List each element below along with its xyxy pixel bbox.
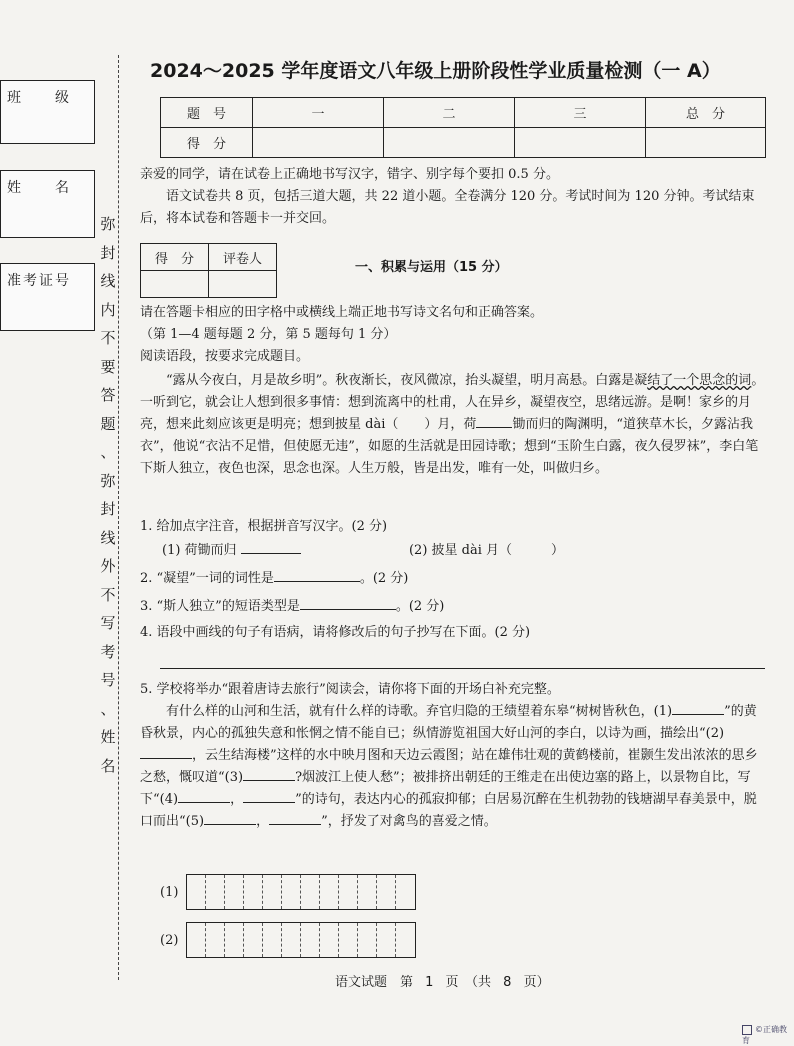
grader-table xyxy=(140,243,277,298)
q5-comma-2: ， xyxy=(256,814,270,829)
class-label: 班 级 xyxy=(7,90,71,106)
q5-blank-4b[interactable] xyxy=(243,789,295,803)
q5-blank-5a[interactable] xyxy=(204,811,256,825)
seal-char: 封 xyxy=(100,243,116,262)
page-title: 2024～2025 学年度语文八年级上册阶段性学业质量检测（一 A） xyxy=(150,60,721,82)
q2-text: 2. “凝望”一词的词性是 xyxy=(140,571,274,586)
q3-answer-blank[interactable] xyxy=(300,596,396,610)
q5-text-c: ，云生结海楼”这样的水中映月图和天边云霞图；站在雄伟壮观的黄鹤楼前，崔颢生发出浓浓的思乡之愁，慨叹道“(3) xyxy=(140,748,758,785)
q5-text-b: ”的黄昏秋景，内心的孤独失意和怅惘之情不能自已；纵情游览祖国大好山河的李白，以诗为画，描绘出“(2) xyxy=(140,704,757,741)
instruction-1: 请在答题卡相应的田字格中或横线上端正地书写诗文名句和正确答案。 xyxy=(140,305,544,320)
seal-char: 线 xyxy=(100,528,116,547)
watermark-text: ©正确教育 xyxy=(742,1025,787,1045)
seal-char: 、 xyxy=(100,699,116,718)
seal-char: 线 xyxy=(100,272,116,290)
name-label: 姓 名 xyxy=(7,180,71,196)
score-header-2: 二 xyxy=(384,98,515,128)
score-row-label: 得 分 xyxy=(161,128,253,158)
q3-points: 。(2 分) xyxy=(395,599,445,614)
instruction-2: （第 1—4 题每题 2 分，第 5 题每句 1 分） xyxy=(140,327,397,342)
score-cell-total[interactable] xyxy=(646,128,766,158)
passage-text-a: “露从今夜白，月是故乡明”。秋夜渐长，夜风微凉，抬头凝望，明月高悬。白露是凝 xyxy=(166,373,648,388)
q4-answer-line[interactable] xyxy=(160,668,765,669)
intro-greeting: 亲爱的同学，请在试卷上正确地书写汉字，错字、别字每个要扣 0.5 分。 xyxy=(140,167,559,182)
seal-char: 封 xyxy=(100,500,116,518)
q5-text-d: ?烟波江上使人愁”；被排挤出朝廷的王维走在出使边塞的路上，以景物自比，写下“(4) xyxy=(140,770,751,807)
score-header-total: 总 分 xyxy=(646,98,766,128)
seal-char: 姓 xyxy=(100,728,116,746)
grid-label-2: (2) xyxy=(160,932,179,948)
score-cell-1[interactable] xyxy=(253,128,384,158)
question-1: 1. 给加点字注音，根据拼音写汉字。(2 分) xyxy=(140,519,388,534)
score-cell-2[interactable] xyxy=(384,128,515,158)
reading-passage xyxy=(140,370,765,480)
seal-char: 外 xyxy=(100,557,116,575)
seal-char: 内 xyxy=(100,300,116,319)
seal-notice xyxy=(98,210,118,780)
writing-grid-1[interactable] xyxy=(186,874,416,910)
intro-rules: 语文试卷共 8 页，包括三道大题，共 22 道小题。全卷满分 120 分。考试时间为 120 分钟。考试结束后，将本试卷和答题卡一并交回。 xyxy=(140,189,755,226)
exam-number-field[interactable] xyxy=(0,263,95,331)
q5-comma-1: ， xyxy=(230,792,244,807)
question-5: 5. 学校将举办“跟着唐诗去旅行”阅读会，请你将下面的开场白补充完整。 xyxy=(140,682,560,697)
seal-char: 、 xyxy=(100,443,116,461)
section-1-heading: 一、积累与运用（15 分） xyxy=(355,260,508,275)
grid-label-1: (1) xyxy=(160,884,179,900)
seal-char: 要 xyxy=(100,357,116,376)
seal-char: 弥 xyxy=(100,471,116,490)
question-5-passage xyxy=(140,701,765,833)
score-table xyxy=(160,97,766,158)
writing-grid-row-1 xyxy=(160,874,416,910)
score-header-1: 一 xyxy=(253,98,384,128)
seal-char: 不 xyxy=(100,585,116,604)
q5-blank-3[interactable] xyxy=(243,767,295,781)
score-header-label: 题 号 xyxy=(161,98,253,128)
seal-char: 写 xyxy=(100,614,116,632)
score-header-3: 三 xyxy=(515,98,646,128)
seal-char: 不 xyxy=(100,329,116,347)
instruction-3: 阅读语段，按要求完成题目。 xyxy=(140,349,310,364)
writing-grid-row-2 xyxy=(160,922,416,958)
question-3 xyxy=(140,596,765,618)
name-field[interactable] xyxy=(0,170,95,238)
q5-text-h: ”，抒发了对禽鸟的喜爱之情。 xyxy=(321,814,497,829)
q2-points: 。(2 分) xyxy=(359,571,409,586)
question-4: 4. 语段中画线的句子有语病，请将修改后的句子抄写在下面。(2 分) xyxy=(140,625,531,640)
q5-text-a: 有什么样的山河和生活，就有什么样的诗歌。弃官归隐的王绩望着东皋“树树皆秋色，(1) xyxy=(166,704,673,719)
passage-blank xyxy=(476,414,512,428)
seal-char: 号 xyxy=(100,671,116,689)
seal-char: 弥 xyxy=(100,215,116,233)
exam-number-label: 准考证号 xyxy=(7,273,71,289)
passage-text-b: 。一听到它，就会让人想到很多事情：想到流离中的杜甫，人在异乡，凝望夜空，思绪远游。是啊！家乡的月亮，想来此刻应该更是明亮；想到披星 dài（ ）月，荷 xyxy=(140,373,765,432)
grader-score-cell[interactable] xyxy=(141,271,209,298)
q5-blank-4a[interactable] xyxy=(178,789,230,803)
q5-blank-1[interactable] xyxy=(672,701,724,715)
question-1-parts xyxy=(162,540,762,562)
wavy-underlined-sentence: 结了一个思念的词 xyxy=(647,373,752,388)
q1-part-b: (2) 披星 dài 月（ ） xyxy=(408,543,565,558)
q5-blank-5b[interactable] xyxy=(269,811,321,825)
grader-score-label: 得 分 xyxy=(141,244,209,271)
seal-line xyxy=(118,55,119,980)
seal-char: 答 xyxy=(100,386,116,404)
seal-char: 题 xyxy=(100,414,116,433)
score-cell-3[interactable] xyxy=(515,128,646,158)
watermark xyxy=(742,1024,794,1046)
page-footer: 语文试题 第 1 页 （共 8 页） xyxy=(335,975,550,990)
q5-text-f: ”的诗句，表达内心的孤寂抑郁；白居易沉醉在生机勃勃的钱塘湖早春美景中，脱口而出“(5) xyxy=(140,792,757,829)
q1-part-a: (1) 荷锄而归 xyxy=(162,543,237,558)
q3-text: 3. “斯人独立”的短语类型是 xyxy=(140,599,300,614)
seal-char: 名 xyxy=(100,756,116,775)
q2-answer-blank[interactable] xyxy=(274,568,360,582)
grader-name-label: 评卷人 xyxy=(209,244,277,271)
q5-blank-2[interactable] xyxy=(140,745,192,759)
question-2 xyxy=(140,568,765,590)
qr-icon xyxy=(742,1025,752,1035)
seal-char: 考 xyxy=(100,642,116,661)
grader-name-cell[interactable] xyxy=(209,271,277,298)
q1a-answer-blank[interactable] xyxy=(241,540,301,554)
writing-grid-2[interactable] xyxy=(186,922,416,958)
passage-text-c: 锄而归的陶渊明，“道狭草木长，夕露沾我衣”，他说“衣沾不足惜，但使愿无违”，如愿的生活就是田园诗歌；想到“玉阶生白露，夜久侵罗袜”，李白笔下斯人独立，夜色也深，思念也深。人生万般，皆是出发，唯有一处，叫做归乡。 xyxy=(140,417,759,476)
class-field[interactable] xyxy=(0,80,95,144)
